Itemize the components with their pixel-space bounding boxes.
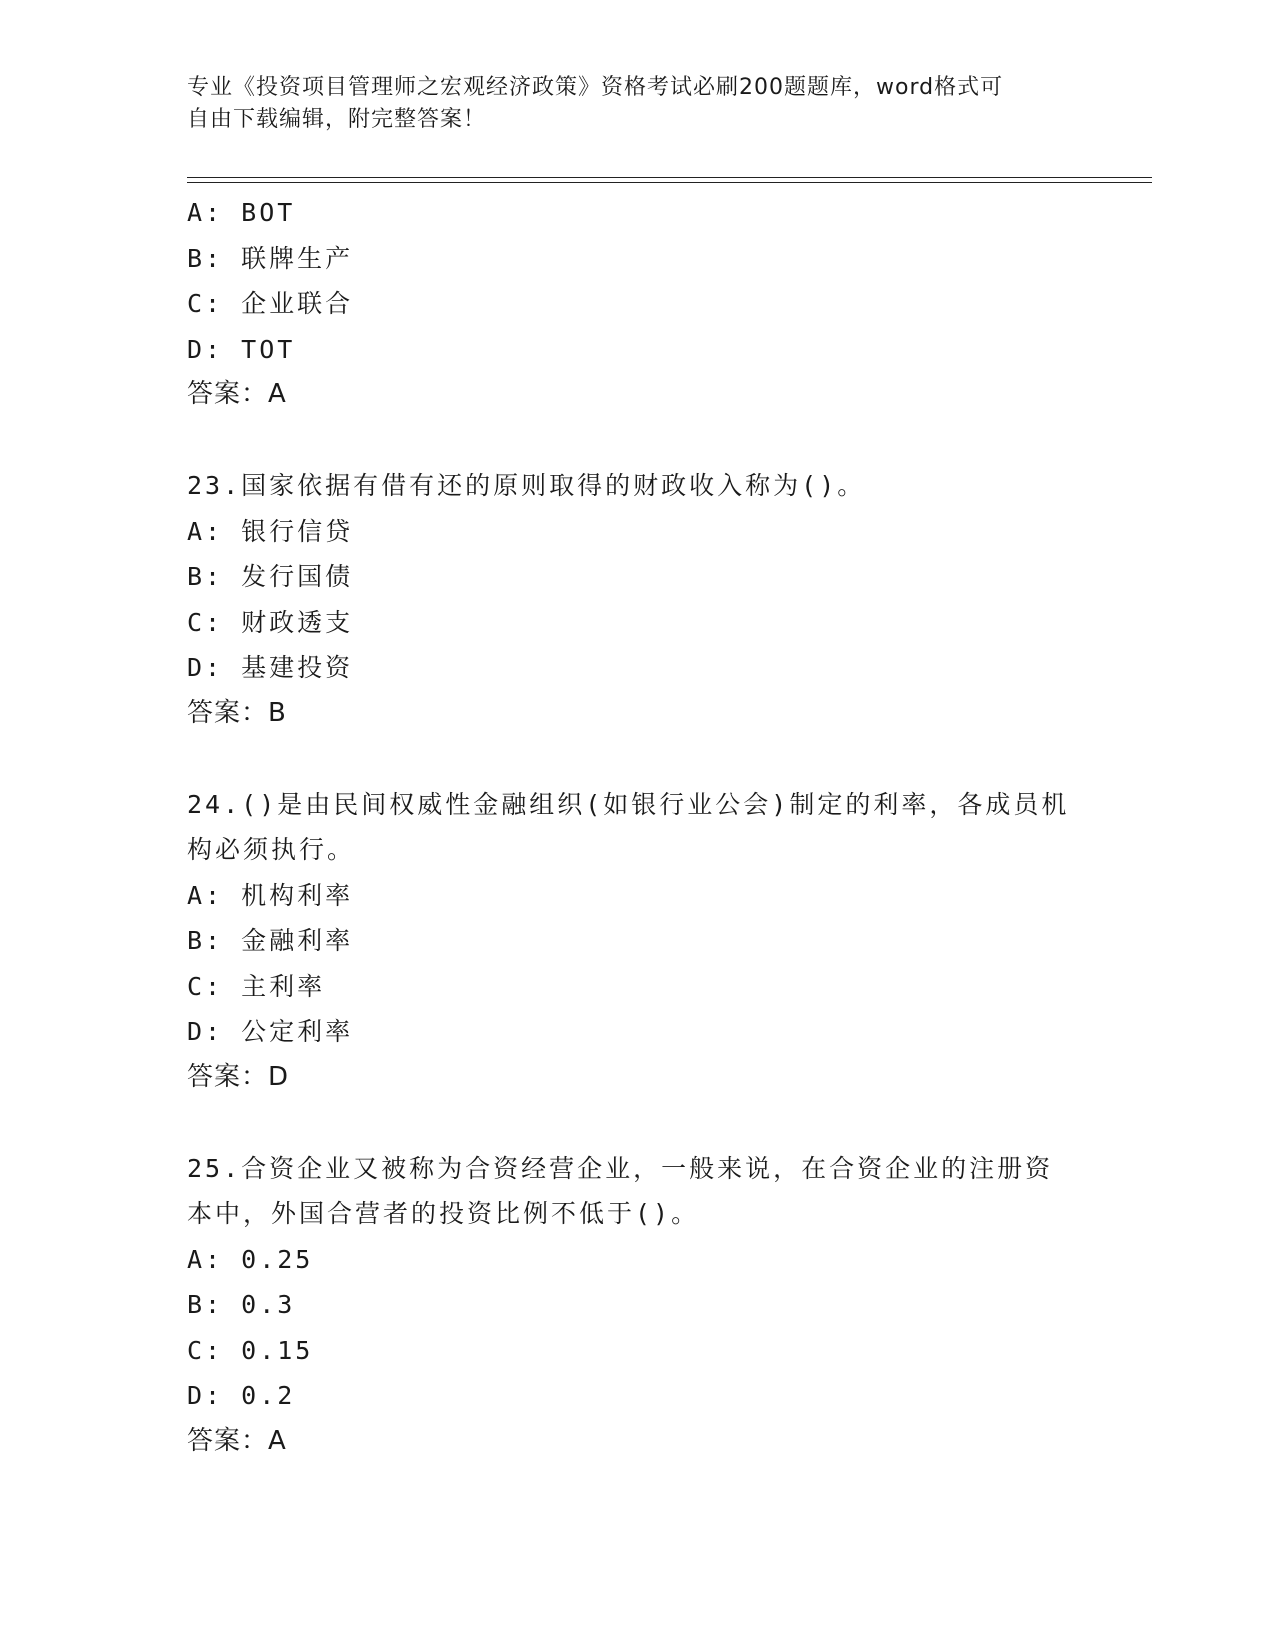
option-c: C: 财政透支 xyxy=(187,607,354,637)
answer-line: 答案：A xyxy=(187,1425,287,1456)
header-title-line-1: 专业《投资项目管理师之宏观经济政策》资格考试必刷200题题库，word格式可 xyxy=(187,75,1004,100)
question-stem-line-1: 25.合资企业又被称为合资经营企业，一般来说，在合资企业的注册资 xyxy=(187,1153,1054,1183)
question-stem-line-2: 构必须执行。 xyxy=(187,835,356,864)
spacer xyxy=(187,418,1087,464)
option-d: D: 基建投资 xyxy=(187,653,354,682)
option-a: A: BOT xyxy=(187,198,296,227)
option-c: C: 企业联合 xyxy=(187,289,354,318)
question-23 xyxy=(187,463,1087,736)
spacer xyxy=(187,1100,1087,1146)
spacer xyxy=(187,736,1087,782)
question-25 xyxy=(187,1146,1087,1465)
option-d: D: 0.2 xyxy=(187,1381,296,1410)
option-a: A: 银行信贷 xyxy=(187,516,354,546)
header-rule-top xyxy=(187,177,1152,178)
option-d: D: 公定利率 xyxy=(187,1017,354,1046)
question-list xyxy=(187,190,1087,1464)
option-b: B: 金融利率 xyxy=(187,926,354,955)
option-a: A: 机构利率 xyxy=(187,880,354,910)
header-rule-bottom xyxy=(187,182,1152,183)
question-24 xyxy=(187,782,1087,1101)
question-22 xyxy=(187,190,1087,418)
answer-line: 答案：B xyxy=(187,697,287,728)
option-a: A: 0.25 xyxy=(187,1244,314,1274)
option-b: B: 0.3 xyxy=(187,1290,296,1319)
option-d: D: TOT xyxy=(187,334,296,364)
option-b: B: 联牌生产 xyxy=(187,243,354,273)
document-header xyxy=(187,72,1067,136)
header-title-line-2: 自由下载编辑，附完整答案！ xyxy=(187,107,487,132)
question-stem-line-2: 本中，外国合营者的投资比例不低于()。 xyxy=(187,1199,700,1228)
option-c: C: 主利率 xyxy=(187,971,326,1001)
question-stem-line-1: 24.()是由民间权威性金融组织(如银行业公会)制定的利率，各成员机 xyxy=(187,789,1070,819)
answer-line: 答案：D xyxy=(187,1061,290,1092)
option-b: B: 发行国债 xyxy=(187,562,354,591)
option-c: C: 0.15 xyxy=(187,1335,314,1365)
answer-line: 答案：A xyxy=(187,379,287,409)
question-stem: 23.国家依据有借有还的原则取得的财政收入称为()。 xyxy=(187,471,866,500)
